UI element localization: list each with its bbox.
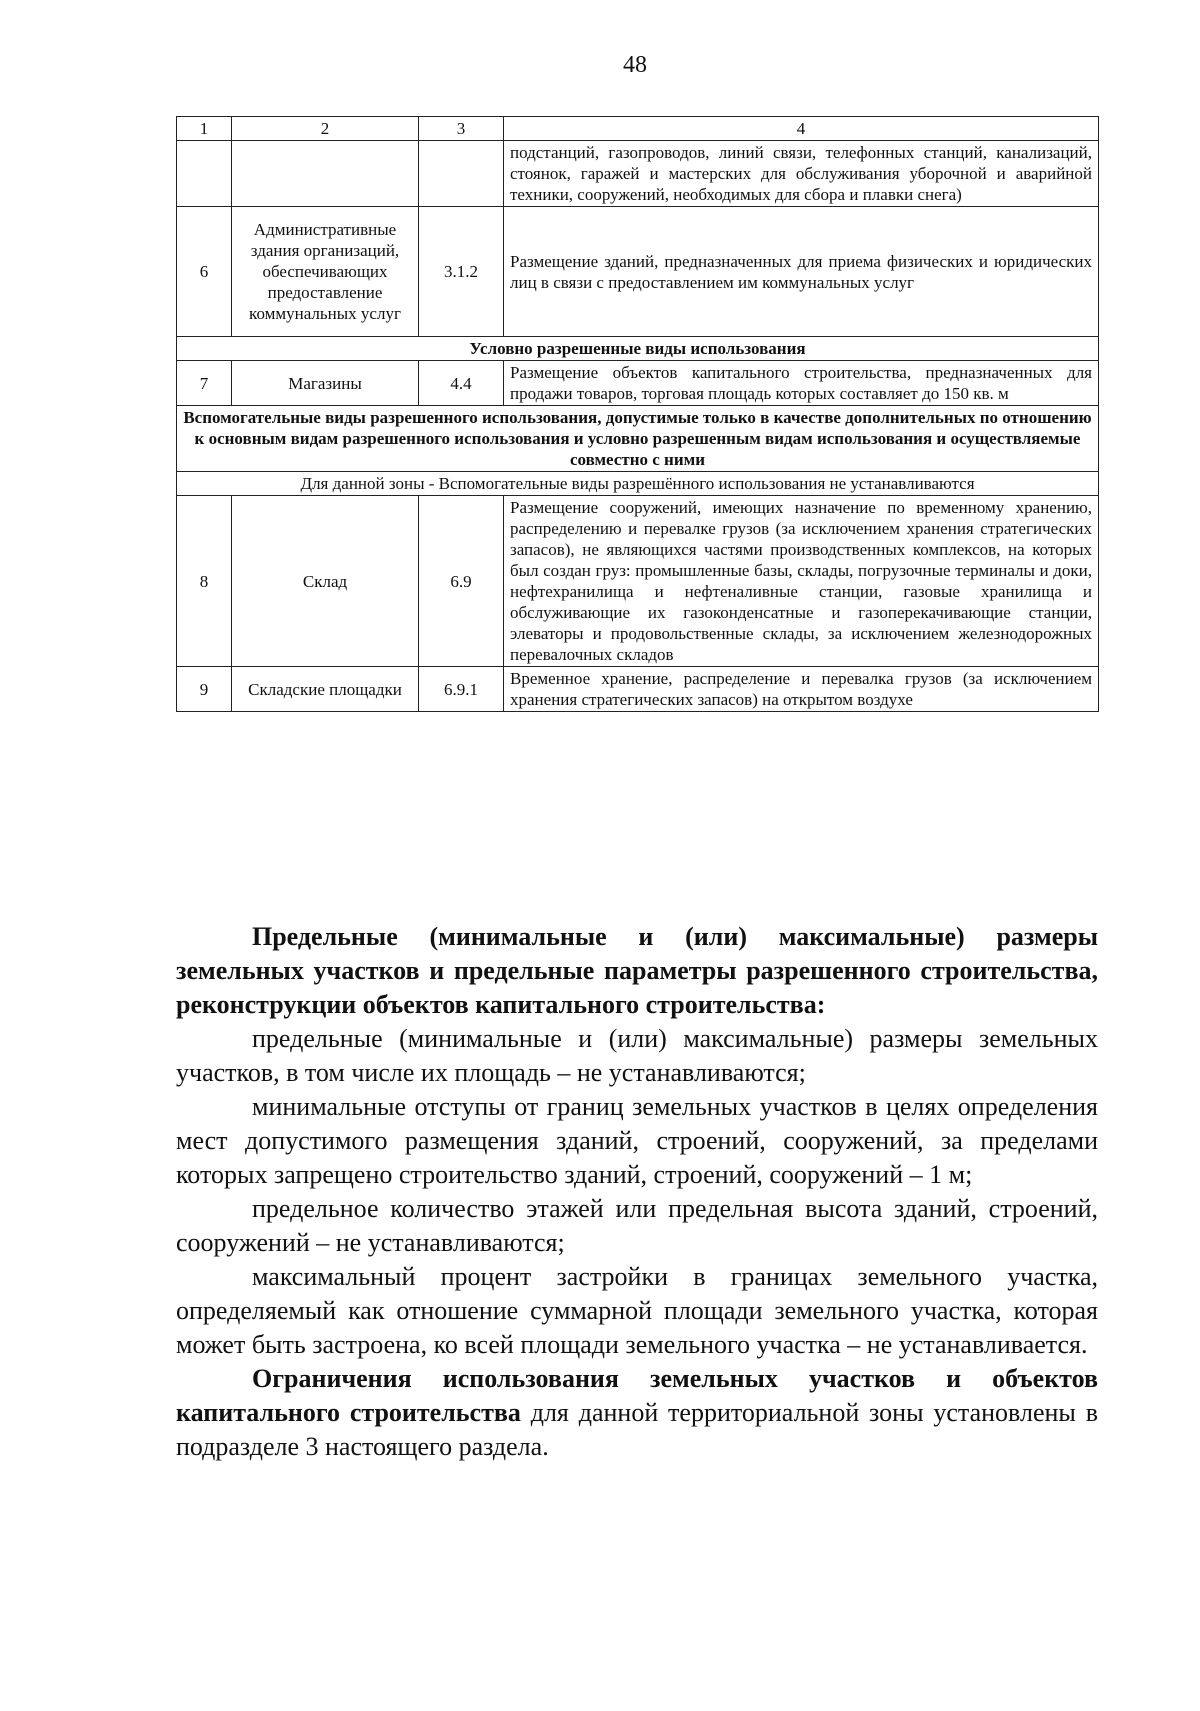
table-row-7 — [177, 361, 1099, 406]
auxiliary-note-row — [177, 472, 1099, 496]
section-auxiliary-row — [177, 406, 1099, 472]
row-9-code: 6.9.1 — [419, 667, 504, 712]
paragraph-floors: предельное количество этажей или предельная высота зданий, строений, сооружений – не устанавливаются; — [176, 1194, 1098, 1257]
row-6-code: 3.1.2 — [419, 207, 504, 337]
section-conditional-title: Условно разрешенные виды использования — [177, 337, 1099, 361]
paragraph-coverage: максимальный процент застройки в границах земельного участка, определяемый как отношение суммарной площади земельного участка, которая может быть застроена, ко всей площади земельного участка – не устанавливается. — [176, 1262, 1098, 1359]
header-col-2: 2 — [232, 117, 419, 141]
restrictions-bold: Ограничения использования земельных участков и объектов капитального строительства — [176, 1364, 1098, 1427]
row-9-name: Складские площадки — [232, 667, 419, 712]
row-6-num: 6 — [177, 207, 232, 337]
table-row-9 — [177, 667, 1099, 712]
row-6-description: Размещение зданий, предназначенных для приема физических и юридических лиц в связи с предоставлением им коммунальных услуг — [504, 207, 1099, 337]
header-col-1: 1 — [177, 117, 232, 141]
row-8-description: Размещение сооружений, имеющих назначение по временному хранению, распределению и перевалке грузов (за исключением хранения стратегических запасов), не являющихся частями производственных комплексов, на которых был создан груз: промышленные базы, склады, погрузочные терминалы и доки, нефтехранилища и нефтеналивные станции, газовые хранилища и обслуживающие их газоконденсатные и газоперекачивающие станции, элеваторы и продовольственные склады, за исключением железнодорожных перевалочных складов — [504, 496, 1099, 667]
page-number: 48 — [623, 52, 647, 78]
table-row-6 — [177, 207, 1099, 337]
table-row-continuation — [177, 141, 1099, 207]
section-auxiliary-title: Вспомогательные виды разрешенного использования, допустимые только в качестве дополнительных по отношению к основным видам разрешенного использования и условно разрешенным видам использования и осуществляемые совместно с ними — [177, 406, 1099, 472]
paragraph-setbacks: минимальные отступы от границ земельных участков в целях определения мест допустимого размещения зданий, строений, сооружений, за пределами которых запрещено строительство зданий, строений, сооружений – 1 м; — [176, 1092, 1098, 1189]
restrictions-paragraph — [176, 1362, 1098, 1464]
row-7-name: Магазины — [232, 361, 419, 406]
row-7-code: 4.4 — [419, 361, 504, 406]
row-7-num: 7 — [177, 361, 232, 406]
row-9-num: 9 — [177, 667, 232, 712]
paragraph-plot-sizes: предельные (минимальные и (или) максимальные) размеры земельных участков, в том числе их площадь – не устанавливаются; — [176, 1024, 1098, 1087]
limits-heading: Предельные (минимальные и (или) максимальные) размеры земельных участков и предельные параметры разрешенного строительства, реконструкции объектов капитального строительства: — [176, 922, 1098, 1019]
row-8-code: 6.9 — [419, 496, 504, 667]
row-7-description: Размещение объектов капитального строительства, предназначенных для продажи товаров, торговая площадь которых составляет до 150 кв. м — [504, 361, 1099, 406]
row-continuation-description: подстанций, газопроводов, линий связи, телефонных станций, канализаций, стоянок, гаражей и мастерских для обслуживания уборочной и аварийной техники, сооружений, необходимых для сбора и плавки снега) — [504, 141, 1099, 207]
table-header-row — [177, 117, 1099, 141]
row-9-description: Временное хранение, распределение и перевалка грузов (за исключением хранения стратегических запасов) на открытом воздухе — [504, 667, 1099, 712]
restrictions-rest: для данной территориальной зоны установлены в подразделе 3 настоящего раздела. — [176, 1398, 1098, 1461]
row-6-name: Административные здания организаций, обеспечивающих предоставление коммунальных услуг — [232, 207, 419, 337]
section-conditional-row — [177, 337, 1099, 361]
table-row-8 — [177, 496, 1099, 667]
auxiliary-note: Для данной зоны - Вспомогательные виды разрешённого использования не устанавливаются — [177, 472, 1099, 496]
land-use-table — [176, 116, 1099, 712]
row-8-num: 8 — [177, 496, 232, 667]
body-text — [176, 920, 1098, 1464]
header-col-4: 4 — [504, 117, 1099, 141]
row-8-name: Склад — [232, 496, 419, 667]
header-col-3: 3 — [419, 117, 504, 141]
